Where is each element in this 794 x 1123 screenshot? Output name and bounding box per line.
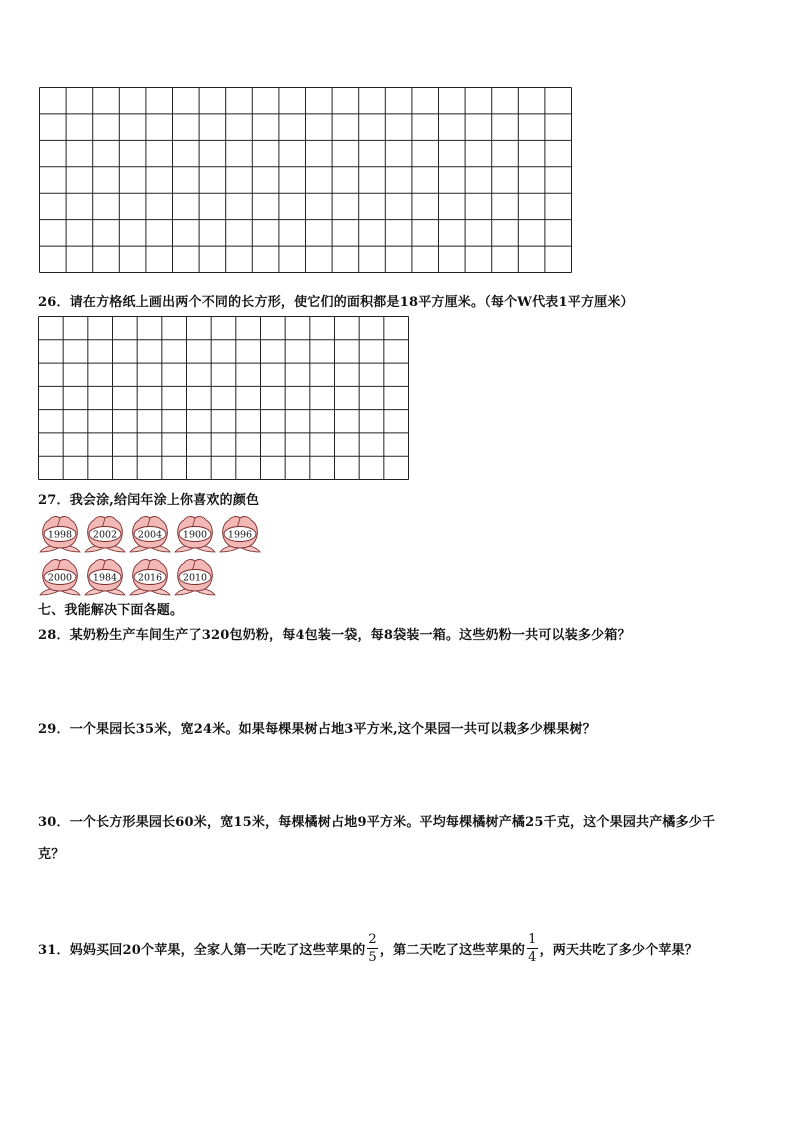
- question-26: [38, 291, 634, 310]
- grid-paper-question-26: [38, 316, 409, 480]
- question-29: [38, 718, 596, 737]
- peach-card[interactable]: [83, 514, 127, 554]
- question-27: [38, 489, 259, 508]
- question-text: 请在方格纸上画出两个不同的长方形，使它们的面积都是18平方厘米。（每个W代表1平方厘米）: [69, 295, 634, 310]
- fraction-denominator: 5: [368, 949, 377, 965]
- fraction-numerator: 2: [368, 931, 377, 947]
- question-30: [38, 811, 715, 830]
- fraction-one-quarter: [527, 933, 537, 964]
- question-number: 31．: [38, 942, 70, 958]
- question-text-part-1: 妈妈买回20个苹果，全家人第一天吃了这些苹果的: [69, 942, 366, 958]
- peach-card[interactable]: [173, 557, 217, 597]
- peach-year-label: 2010: [182, 572, 208, 584]
- question-text: 一个果园长35米，宽24米。如果每棵果树占地3平方米,这个果园一共可以栽多少棵果树？: [69, 722, 596, 737]
- peach-card[interactable]: [128, 557, 172, 597]
- peach-card[interactable]: [128, 514, 172, 554]
- peach-year-label: 2000: [47, 572, 73, 584]
- question-text-line-1: 一个长方形果园长60米，宽15米，每棵橘树占地9平方米。平均每棵橘树产橘25千克，这个果园共产橘多少千: [69, 815, 716, 830]
- peach-year-label: 1998: [47, 529, 73, 541]
- question-number: 27．: [38, 493, 70, 508]
- peach-year-label: 1984: [92, 572, 118, 584]
- peach-card[interactable]: [218, 514, 262, 554]
- question-31: [38, 928, 698, 968]
- peach-year-label: 2002: [92, 529, 118, 541]
- peach-year-label: 1996: [227, 529, 253, 541]
- peach-year-label: 2016: [137, 572, 163, 584]
- peach-year-label: 2004: [137, 529, 163, 541]
- peach-card[interactable]: [38, 557, 82, 597]
- fraction-two-fifths: [367, 933, 377, 964]
- question-28: [38, 624, 631, 643]
- peach-year-label: 1900: [182, 529, 208, 541]
- question-text-part-2: ，第二天吃了这些苹果的: [379, 942, 526, 958]
- question-number: 29．: [38, 722, 70, 737]
- question-30-continuation: 克？: [38, 847, 65, 862]
- question-number: 30．: [38, 815, 70, 830]
- section-7-title: 七、我能解决下面各题。: [38, 603, 184, 618]
- fraction-numerator: 1: [528, 931, 537, 947]
- fraction-denominator: 4: [528, 949, 537, 965]
- grid-paper-top: [39, 87, 572, 273]
- question-text: 某奶粉生产车间生产了320包奶粉，每4包装一袋，每8袋装一箱。这些奶粉一共可以装多少箱？: [69, 628, 631, 643]
- peach-card[interactable]: [38, 514, 82, 554]
- peach-card[interactable]: [83, 557, 127, 597]
- question-number: 26．: [38, 295, 70, 310]
- question-text: 我会涂,给闰年涂上你喜欢的颜色: [69, 493, 260, 508]
- peach-card[interactable]: [173, 514, 217, 554]
- question-text-part-3: ，两天共吃了多少个苹果？: [539, 942, 698, 958]
- question-number: 28．: [38, 628, 70, 643]
